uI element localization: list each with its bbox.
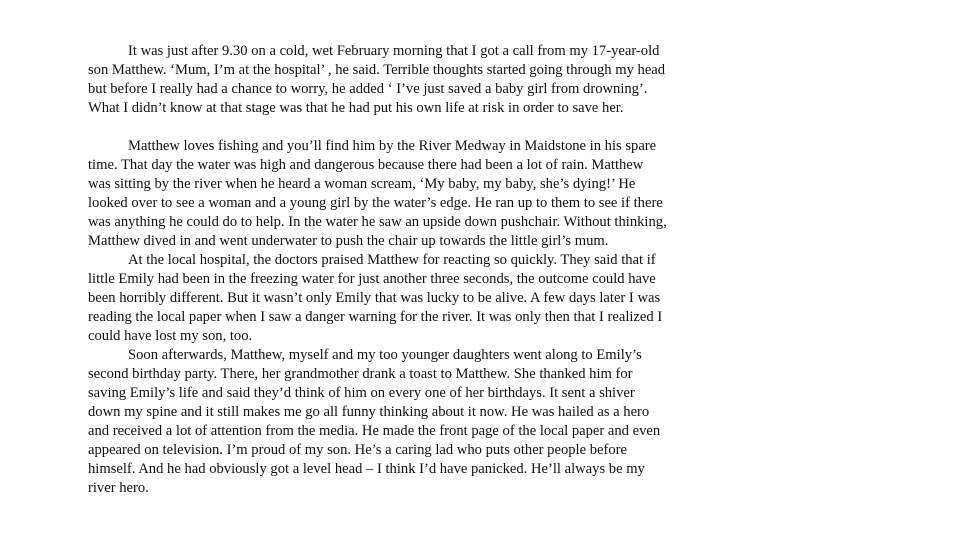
paragraph-4: Soon afterwards, Matthew, myself and my too younger daughters went along to Emily’s second birthday party. There, her grandmother drank a toast to Matthew. She thanked him for saving Emily’s life and said they’d think of him on every one of her birthdays. It sent a shiver down my spine and it still makes me go all funny thinking about it now. He was hailed as a hero and received a lot of attention from the media. He made the front page of the local paper and even appeared on television. I’m proud of my son. He’s a caring lad who puts other people before himself. And he had obviously got a level head – I think I’d have panicked. He’ll always be my river hero. [88,347,661,496]
paragraph-3: At the local hospital, the doctors praised Matthew for reacting so quickly. They said that if little Emily had been in the freezing water for just another three seconds, the outcome could have been horribly different. But it wasn’t only Emily that was lucky to be alive. A few days later I was reading the local paper when I saw a danger warning for the river. It was only then that I realized I could have lost my son, too. [88,252,663,344]
paragraph-1: It was just after 9.30 on a cold, wet February morning that I got a call from my 17-year-old son Matthew. ‘Mum, I’m at the hospital’ , he said. Terrible thoughts started going through my head but before I really had a chance to worry, he added ‘ I’ve just saved a baby girl from drowning’. What I didn’t know at that stage was that he had put his own life at risk in order to save her. [88,43,666,116]
paragraph-2: Matthew loves fishing and you’ll find him by the River Medway in Maidstone in his spare time. That day the water was high and dangerous because there had been a lot of rain. Matthew was sitting by the river when he heard a woman scream, ‘My baby, my baby, she’s dying!’ He looked over to see a woman and a young girl by the water’s edge. He ran up to them to see if there was anything he could do to help. In the water he saw an upside down pushchair. Without thinking, Matthew dived in and went underwater to push the chair up towards the little girl’s mum. [88,138,667,249]
document-body [88,42,668,498]
paragraph-spacer [88,118,668,137]
